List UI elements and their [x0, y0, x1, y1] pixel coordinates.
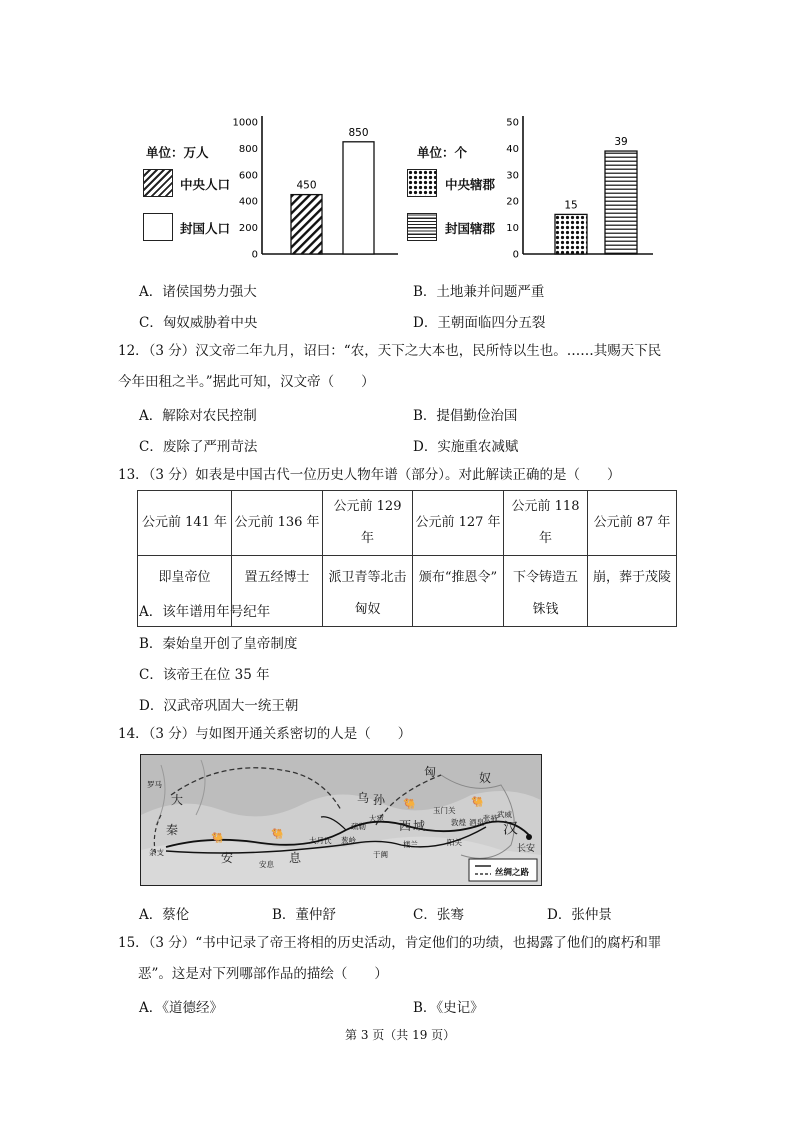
- event-text: 崩，葬于茂陵: [592, 570, 671, 585]
- bar-value-label: 15: [564, 199, 578, 212]
- left-chart: [130, 110, 400, 270]
- q13-option-d[interactable]: D．汉武帝巩固大一统王朝: [139, 698, 299, 714]
- y-tick-label: 0: [512, 249, 519, 261]
- legend-label-central-commandery: 中央辖郡: [445, 177, 496, 192]
- q14-option-d[interactable]: D．张仲景: [547, 907, 612, 923]
- event-text: 置五经博士: [244, 570, 310, 585]
- map-small-label: 疏勒: [351, 822, 366, 831]
- q12-option-c[interactable]: C．废除了严刑苛法: [139, 439, 258, 455]
- table-cell-event: [413, 556, 504, 627]
- map-label: 域: [413, 819, 426, 833]
- left-unit-label: 单位：万人: [146, 145, 209, 160]
- map-label: 西: [399, 819, 412, 833]
- svg-text:🐫: 🐫: [211, 833, 224, 844]
- bar: [605, 151, 637, 254]
- map-small-label: 武威: [497, 810, 512, 819]
- event-text: 匈奴: [354, 602, 381, 617]
- right-chart: [405, 110, 675, 270]
- y-tick-label: 40: [506, 143, 519, 155]
- q14-option-c[interactable]: C．张骞: [413, 907, 464, 923]
- table-cell-event: [588, 556, 677, 627]
- bar: [555, 214, 587, 254]
- y-tick-label: 20: [506, 196, 519, 208]
- map-legend-label: 丝绸之路: [495, 868, 530, 878]
- map-small-label: 长安: [517, 844, 536, 854]
- q13-option-c[interactable]: C．该帝王在位 35 年: [139, 667, 270, 683]
- q12-option-b[interactable]: B．提倡勤俭治国: [413, 408, 518, 424]
- bar-value-label: 450: [296, 179, 317, 192]
- q15-option-b[interactable]: B．《史记》: [413, 1000, 484, 1016]
- svg-text:🐫: 🐫: [271, 829, 284, 840]
- event-text: 铢钱: [532, 602, 559, 617]
- q11-option-d[interactable]: D．王朝面临四分五裂: [413, 315, 546, 331]
- table-cell-year: 公元前 127 年: [413, 491, 504, 556]
- q11-option-c[interactable]: C．匈奴威胁着中央: [139, 315, 258, 331]
- bar-value-label: 39: [614, 136, 628, 149]
- table-cell-year: 公元前 87 年: [588, 491, 677, 556]
- map-label: 秦: [166, 823, 179, 837]
- svg-text:🐫: 🐫: [403, 799, 416, 810]
- y-tick-label: 600: [238, 170, 258, 182]
- right-unit-label: 单位：个: [417, 145, 468, 160]
- q12-stem-line1: 12．（3 分）汉文帝二年九月，诏曰：“农，天下之大本也，民所恃以生也。……其赐天下民: [118, 343, 662, 359]
- map-label: 息: [289, 851, 302, 865]
- svg-text:🐫: 🐫: [471, 797, 484, 808]
- map-label: 乌: [357, 791, 370, 805]
- map-small-label: 葱岭: [341, 836, 356, 845]
- y-tick-label: 400: [238, 196, 258, 208]
- y-tick-label: 800: [238, 143, 258, 155]
- event-text: 即皇帝位: [158, 570, 211, 585]
- q15-stem-line1: 15．（3 分）“书中记录了帝王将相的历史活动，肯定他们的功绩，也揭露了他们的腐朽和罪: [118, 935, 662, 951]
- q12-option-a[interactable]: A．解除对农民控制: [139, 408, 257, 424]
- y-tick-label: 1000: [232, 117, 258, 129]
- y-tick-label: 200: [238, 223, 258, 235]
- y-tick-label: 50: [506, 117, 519, 129]
- y-tick-label: 0: [251, 249, 258, 261]
- table-cell-year: 公元前 129 年: [323, 491, 413, 556]
- q11-option-b[interactable]: B．土地兼并问题严重: [413, 284, 545, 300]
- map-small-label: 玉门关: [433, 806, 456, 815]
- table-cell-event: [504, 556, 588, 627]
- map-small-label: 阳关: [447, 838, 462, 847]
- q14-option-b[interactable]: B．董仲舒: [272, 907, 336, 923]
- q14-option-a[interactable]: A．蔡伦: [139, 907, 190, 923]
- bar: [291, 195, 322, 254]
- legend-label-fief: 封国人口: [180, 221, 231, 236]
- q15-option-a[interactable]: A．《道德经》: [139, 1000, 223, 1016]
- legend-label-central: 中央人口: [180, 177, 231, 192]
- page-footer: 第 3 页（共 19 页）: [345, 1028, 456, 1042]
- map-small-label: 张掖: [483, 814, 498, 823]
- q13-option-b[interactable]: B．秦始皇开创了皇帝制度: [139, 636, 298, 652]
- map-small-label: 于阗: [373, 850, 388, 859]
- q13-option-a[interactable]: A．该年谱用年号纪年: [139, 604, 271, 620]
- map-small-label: 大宛: [369, 814, 384, 823]
- table-cell-year: 公元前 118 年: [504, 491, 588, 556]
- y-tick-label: 30: [506, 170, 519, 182]
- silk-road-map: [140, 754, 542, 886]
- q12-stem-line2: 今年田租之半。”据此可知，汉文帝（ ）: [118, 374, 375, 390]
- bar: [343, 142, 374, 254]
- map-label: 汉: [503, 819, 519, 837]
- right-chart-plot: [405, 110, 675, 270]
- bar-value-label: 850: [348, 126, 369, 139]
- map-small-label: 酒泉: [469, 818, 484, 827]
- q11-option-a[interactable]: A．诸侯国势力强大: [139, 284, 257, 300]
- event-text: 颁布“推恩令”: [418, 570, 498, 585]
- q15-stem-line2: 恶”。这是对下列哪部作品的描绘（ ）: [138, 966, 388, 982]
- map-small-label: 罗马: [147, 780, 162, 789]
- q14-stem: 14．（3 分）与如图开通关系密切的人是（ ）: [118, 726, 412, 742]
- map-label: 匈: [424, 765, 437, 779]
- map-label: 安: [221, 851, 234, 865]
- q13-stem: 13．（3 分）如表是中国古代一位历史人物年谱（部分）。对此解读正确的是（ ）: [118, 467, 621, 483]
- y-tick-label: 10: [506, 223, 519, 235]
- map-label: 孙: [373, 793, 386, 807]
- map-small-label: 楼兰: [403, 840, 418, 849]
- map-small-label: 条支: [149, 848, 164, 857]
- map-label: 奴: [479, 771, 492, 785]
- map-label: 大: [171, 793, 184, 807]
- table-cell-event: [323, 556, 413, 627]
- left-chart-plot: [130, 110, 400, 270]
- q12-option-d[interactable]: D．实施重农减赋: [413, 439, 519, 455]
- event-text: 下令铸造五: [512, 570, 578, 585]
- table-cell-year: 公元前 136 年: [232, 491, 323, 556]
- table-cell-year: 公元前 141 年: [138, 491, 232, 556]
- map-small-label: 大月氏: [309, 836, 332, 845]
- map-small-label: 敦煌: [451, 818, 466, 827]
- table-row-years: [138, 491, 677, 556]
- map-small-label: 安息: [259, 860, 274, 869]
- event-text: 派卫青等北击: [328, 570, 407, 585]
- legend-label-fief-commandery: 封国辖郡: [445, 221, 496, 236]
